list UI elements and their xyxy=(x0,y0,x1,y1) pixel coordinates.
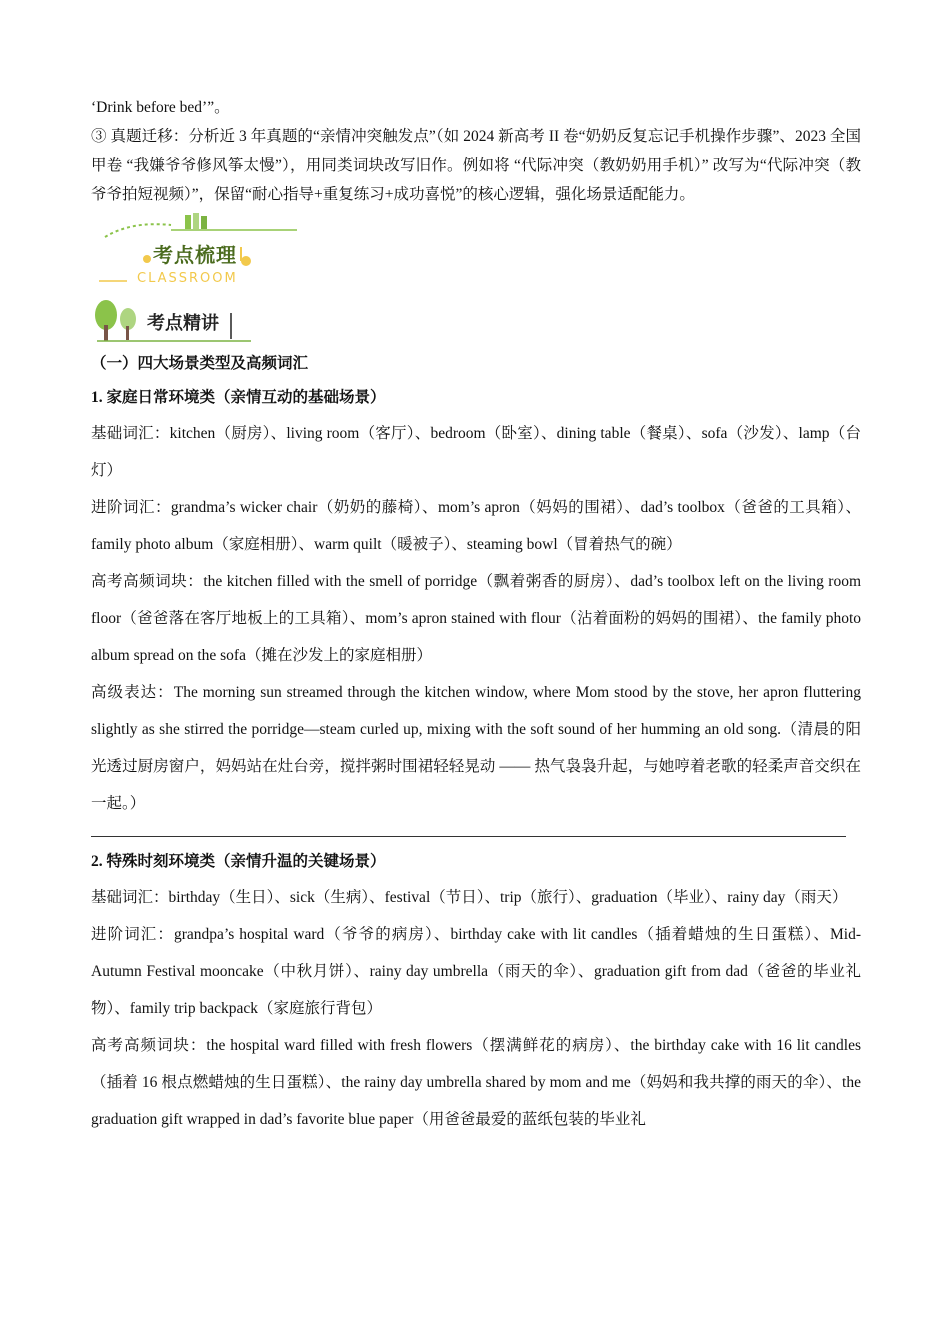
scene2-phrases: 高考高频词块：the hospital ward filled with fresh flowers（摆满鲜花的病房）、the birthday cake with 16 lit candles（插着 16 根点燃蜡烛的生日蛋糕）、the rainy day umbrella shared by mom and me（妈妈和我共撑的雨天的伞）、the graduation gift wrapped in dad’s favorite blue paper（用爸爸最爱的蓝纸包装的毕业礼 xyxy=(91,1037,861,1128)
section-banner xyxy=(91,211,861,299)
scene2-advanced-vocab: 进阶词汇：grandpa’s hospital ward（爷爷的病房）、birthday cake with lit candles（插着蜡烛的生日蛋糕）、Mid-Autumn Festival mooncake（中秋月饼）、rainy day umbrella（雨天的伞）、graduation gift from dad（爸爸的毕业礼物）、family trip backpack（家庭旅行背包） xyxy=(91,926,861,1017)
sub-banner xyxy=(91,299,861,347)
scene1-expression: 高级表达：The morning sun streamed through the kitchen window, where Mom stood by the stove, her apron fluttering slightly as she stirred the porridge—steam curled up, mixing with the soft sound of her humming an old song.（清晨的阳光透过厨房窗户，妈妈站在灶台旁，搅拌粥时围裙轻轻晃动 —— 热气袅袅升起，与她哼着老歌的轻柔声音交织在一起。） xyxy=(91,684,861,812)
scene2-basic-vocab: 基础词汇：birthday（生日）、sick（生病）、festival（节日）、trip（旅行）、graduation（毕业）、rainy day（雨天） xyxy=(91,889,848,906)
scene1-heading: 1. 家庭日常环境类（亲情互动的基础场景） xyxy=(91,389,386,406)
banner-subtitle: CLASSROOM xyxy=(137,271,238,286)
scene1-advanced-vocab: 进阶词汇：grandma’s wicker chair（奶奶的藤椅）、mom’s apron（妈妈的围裙）、dad’s toolbox（爸爸的工具箱）、family photo album（家庭相册）、warm quilt（暖被子）、steaming bowl（冒着热气的碗） xyxy=(91,499,861,553)
scene1-phrases: 高考高频词块：the kitchen filled with the smell of porridge（飘着粥香的厨房）、dad’s toolbox left on the living room floor（爸爸落在客厅地板上的工具箱）、mom’s apron stained with flour（沾着面粉的妈妈的围裙）、the family photo album spread on the sofa（摊在沙发上的家庭相册） xyxy=(91,573,861,664)
section-heading: （一）四大场景类型及高频词汇 xyxy=(91,355,309,372)
intro-paragraph: ③ 真题迁移：分析近 3 年真题的“亲情冲突触发点”（如 2024 新高考 II 卷“奶奶反复忘记手机操作步骤”、2023 全国甲卷 “我嫌爷爷修风筝太慢”），用同类词块改写旧作。例如将 “代际冲突（教奶奶用手机）” 改写为“代际冲突（教爷爷拍短视频）”，保留“耐心指导+重复练习+成功喜悦”的核心逻辑，强化场景适配能力。 xyxy=(91,128,861,203)
banner-title: 考点梳理 xyxy=(153,243,237,267)
scene2-heading: 2. 特殊时刻环境类（亲情升温的关键场景） xyxy=(91,853,386,870)
divider xyxy=(91,836,846,837)
sub-banner-title: 考点精讲 xyxy=(147,313,219,334)
document-page xyxy=(91,94,861,1138)
intro-line: ‘Drink before bed’”。 xyxy=(91,99,230,116)
scene1-basic-vocab: 基础词汇：kitchen（厨房）、living room（客厅）、bedroom（卧室）、dining table（餐桌）、sofa（沙发）、lamp（台灯） xyxy=(91,425,861,479)
